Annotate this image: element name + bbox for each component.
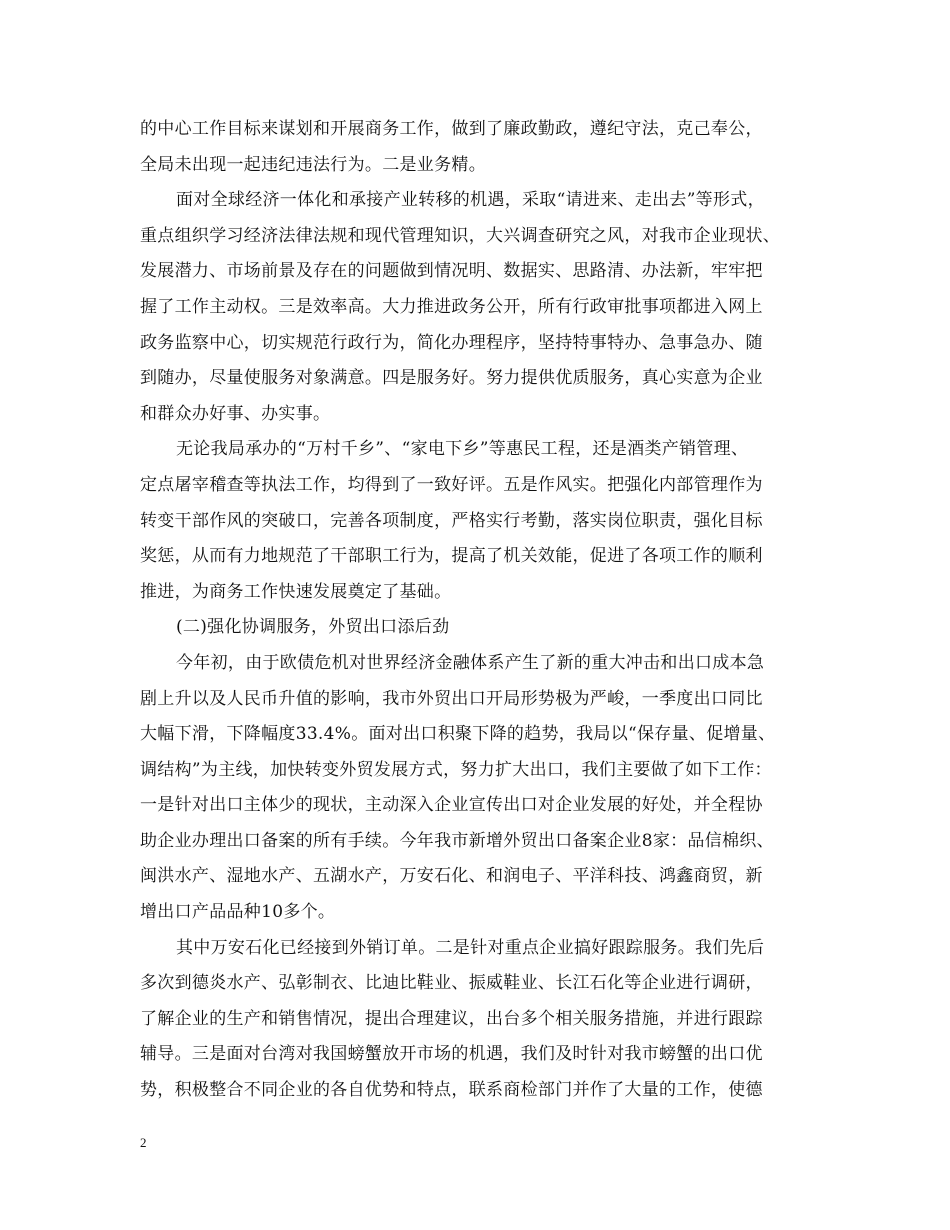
text-line: 大幅下滑，下降幅度33.4%。面对出口积聚下降的趋势，我局以“保存量、促增量、 [140,724,776,745]
text-line: 推进，为商务工作快速发展奠定了基础。 [140,581,452,602]
text-line: 助企业办理出口备案的所有手续。今年我市新增外贸出口备案企业8家：品信棉织、 [140,830,774,851]
body-text [140,112,820,1109]
text-line: 发展潜力、市场前景及存在的问题做到情况明、数据实、思路清、办法新，牢牢把 [140,261,763,282]
page-number: 2 [140,1135,147,1150]
text-line: 握了工作主动权。三是效率高。大力推进政务公开，所有行政审批事项都进入网上 [140,296,763,317]
section-heading: (二)强化协调服务，外贸出口添后劲 [176,617,450,638]
text-line: 闽洪水产、湿地水产、五湖水产，万安石化、和润电子、平洋科技、鸿鑫商贸，新 [140,866,763,887]
text-line: 剧上升以及人民币升值的影响，我市外贸出口开局形势极为严峻，一季度出口同比 [140,688,763,709]
text-line: 到随办，尽量使服务对象满意。四是服务好。努力提供优质服务，真心实意为企业 [140,368,763,389]
text-line: 今年初，由于欧债危机对世界经济金融体系产生了新的重大冲击和出口成本急 [176,652,765,673]
text-line: 增出口产品品种10多个。 [140,902,336,923]
text-line: 全局未出现一起违纪违法行为。二是业务精。 [140,154,486,175]
text-line: 了解企业的生产和销售情况，提出合理建议，出台多个相关服务措施，并进行跟踪 [140,1008,763,1029]
text-line: 重点组织学习经济法律法规和现代管理知识，大兴调查研究之风，对我市企业现状、 [140,225,781,246]
text-line: 多次到德炎水产、弘彰制衣、比迪比鞋业、振威鞋业、长江石化等企业进行调研， [140,973,763,994]
text-line: 政务监察中心，切实规范行政行为，简化办理程序，坚持特事特办、急事急办、随 [140,332,763,353]
text-line: 的中心工作目标来谋划和开展商务工作，做到了廉政勤政，遵纪守法，克己奉公， [140,119,763,139]
text-line: 转变干部作风的突破口，完善各项制度，严格实行考勤，落实岗位职责，强化目标 [140,510,763,531]
text-line: 其中万安石化已经接到外销订单。二是针对重点企业搞好跟踪服务。我们先后 [176,937,765,958]
text-line: 调结构”为主线，加快转变外贸发展方式，努力扩大出口，我们主要做了如下工作： [140,759,772,780]
text-line: 面对全球经济一体化和承接产业转移的机遇，采取“请进来、走出去”等形式， [176,190,765,211]
text-line: 一是针对出口主体少的现状，主动深入企业宣传出口对企业发展的好处，并全程协 [140,795,763,816]
text-line: 和群众办好事、办实事。 [140,403,331,424]
text-line: 无论我局承办的“万村千乡”、“家电下乡”等惠民工程，还是酒类产销管理、 [176,439,749,460]
text-line: 奖惩，从而有力地规范了干部职工行为，提高了机关效能，促进了各项工作的顺利 [140,546,763,567]
text-line: 势，积极整合不同企业的各自优势和特点，联系商检部门并作了大量的工作，使德 [140,1080,763,1101]
text-line: 辅导。三是面对台湾对我国螃蟹放开市场的机遇，我们及时针对我市螃蟹的出口优 [140,1044,763,1065]
text-line: 定点屠宰稽查等执法工作，均得到了一致好评。五是作风实。把强化内部管理作为 [140,474,763,495]
